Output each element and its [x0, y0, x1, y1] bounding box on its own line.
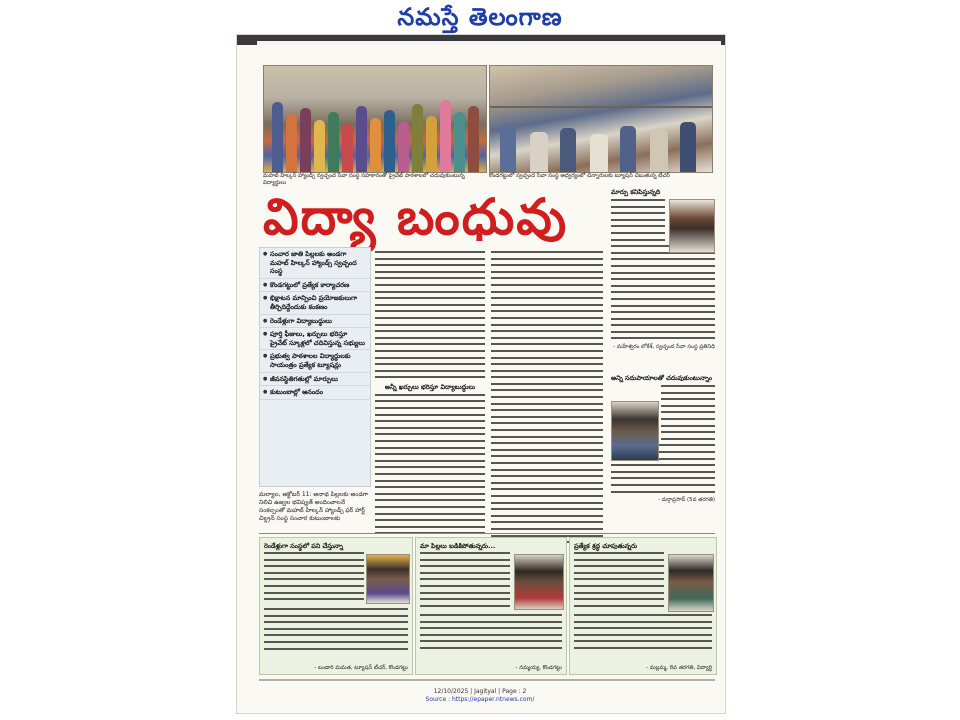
footer-source: Source : https://epaper.ntnews.com/ [425, 696, 535, 703]
credit-kids-changing: - నమ్మయ్య, కొండగట్టు [515, 665, 562, 671]
highlight-item: ● పూర్తి ఫీజులు, ఖర్చులు భరిస్తూ ప్రైవేట్ స్కూళ్లలో చదివిస్తున్న సభ్యులు [260, 328, 370, 350]
portrait-lokesh [669, 199, 715, 253]
portrait-mamatha [366, 554, 410, 604]
footer-meta: 12/10/2025 | Jagityal | Page : 2 [433, 688, 527, 695]
highlight-item: ● జీవనస్థితిగతుల్లో మార్పులు [260, 373, 370, 387]
dateline-paragraph: మల్యాల, అక్టోబర్ 11: అనాథ పిల్లలకు అండగా నిలిచి ఉజ్వల భవిష్యత్ అందించాలనే సంకల్పంతో మహబ్ హిల్కన్ హ్యాండ్స్ ఫర్ హార్ట్ చిల్డ్రన్ సంస్థ సంచార కుటుంబాలకు [259, 491, 369, 522]
subhead-studying: అన్ని సదుపాయాలతో చదువుకుంటున్నాం [611, 374, 713, 382]
quote-change [611, 185, 715, 351]
subhead-care: ప్రత్యేక శ్రద్ధ చూపుతున్నరు [574, 542, 638, 550]
quote-studying [611, 371, 715, 504]
photo-children-group [263, 65, 487, 173]
highlight-item: ● కొండగట్టులో ప్రత్యేక కార్యాచరణ [260, 279, 370, 293]
highlight-item: ● రెండేళ్లుగా విద్యాబుద్ధులు [260, 315, 370, 329]
masthead-title: నమస్తే తెలంగాణ [397, 2, 563, 31]
subhead-change: మార్పు కనిపిస్తున్నది [611, 188, 661, 196]
credit-change: - మహేశ్వరం లోకేశ్, స్వచ్ఛంద సేవా సంస్థ ప్రతినిధి [613, 344, 715, 351]
highlight-item: ● భిక్షాటన మాన్పించి ప్రయోజకులుగా తీర్చిదిద్దేందుకు కంకణం [260, 292, 370, 314]
subhead-tuitions: అన్నీ ఖర్చులు భరిస్తూ విద్యాబుద్ధులు [384, 382, 476, 391]
newspaper-page [236, 34, 726, 714]
highlight-item: ● సంచార జాతి పిల్లలకు అండగా మహబ్ హిల్కన్ హ్యాండ్స్ స్వచ్ఛంద సంస్థ [260, 248, 370, 279]
photo-caption-1: మహబ్ హిల్కన్ హ్యాండ్స్ స్వచ్ఛంద సేవా సంస్థ సహకారంతో ప్రైవేట్ పాఠశాలలో చదువుకుంటున్న విద్యార్థులు [263, 173, 465, 186]
quote-box-kids [415, 537, 567, 675]
page-footer [0, 688, 960, 704]
photo-tuition-class [489, 65, 713, 173]
quote-box-care [569, 537, 717, 675]
subhead-kids-changing: మా పిల్లలు బడికిపోతున్నరు... [420, 542, 496, 550]
credit-studying: - దుర్గాప్రసాద్ (5వ తరగతి) [657, 497, 715, 504]
highlight-item: ● ప్రభుత్వ పాఠశాలల విద్యార్థులకు సాయంత్రం ప్రత్యేక ట్యూషన్లు [260, 350, 370, 372]
body-column-2 [375, 251, 485, 539]
portrait-mallamma [668, 554, 714, 612]
body-column-3 [491, 251, 603, 548]
portrait-durgaprasad [611, 401, 659, 461]
subhead-service: రెండేళ్లుగా సంస్థలో పని చేస్తున్నా [264, 542, 344, 550]
top-band [237, 35, 725, 45]
credit-service: - బండారి మమత, ట్యూషన్ టీచర్, కొండగట్టు [314, 665, 408, 671]
credit-care: - మల్లమ్మ, 8వ తరగతి, విద్యార్థి [646, 665, 712, 671]
quote-box-service [259, 537, 413, 675]
headline: విద్యా బంధువు [263, 188, 569, 246]
photo-caption-2: కొండగట్టులో స్వచ్ఛంద సేవా సంస్థ ఆధ్వర్యంలో చిన్నారులకు ట్యూషన్ చెబుతున్న టీచర్ [489, 173, 670, 179]
portrait-nammayya [514, 554, 564, 610]
highlight-item: ● కుటుంబాల్లో ఆనందం [260, 386, 370, 400]
highlights-sidebar [259, 247, 371, 487]
